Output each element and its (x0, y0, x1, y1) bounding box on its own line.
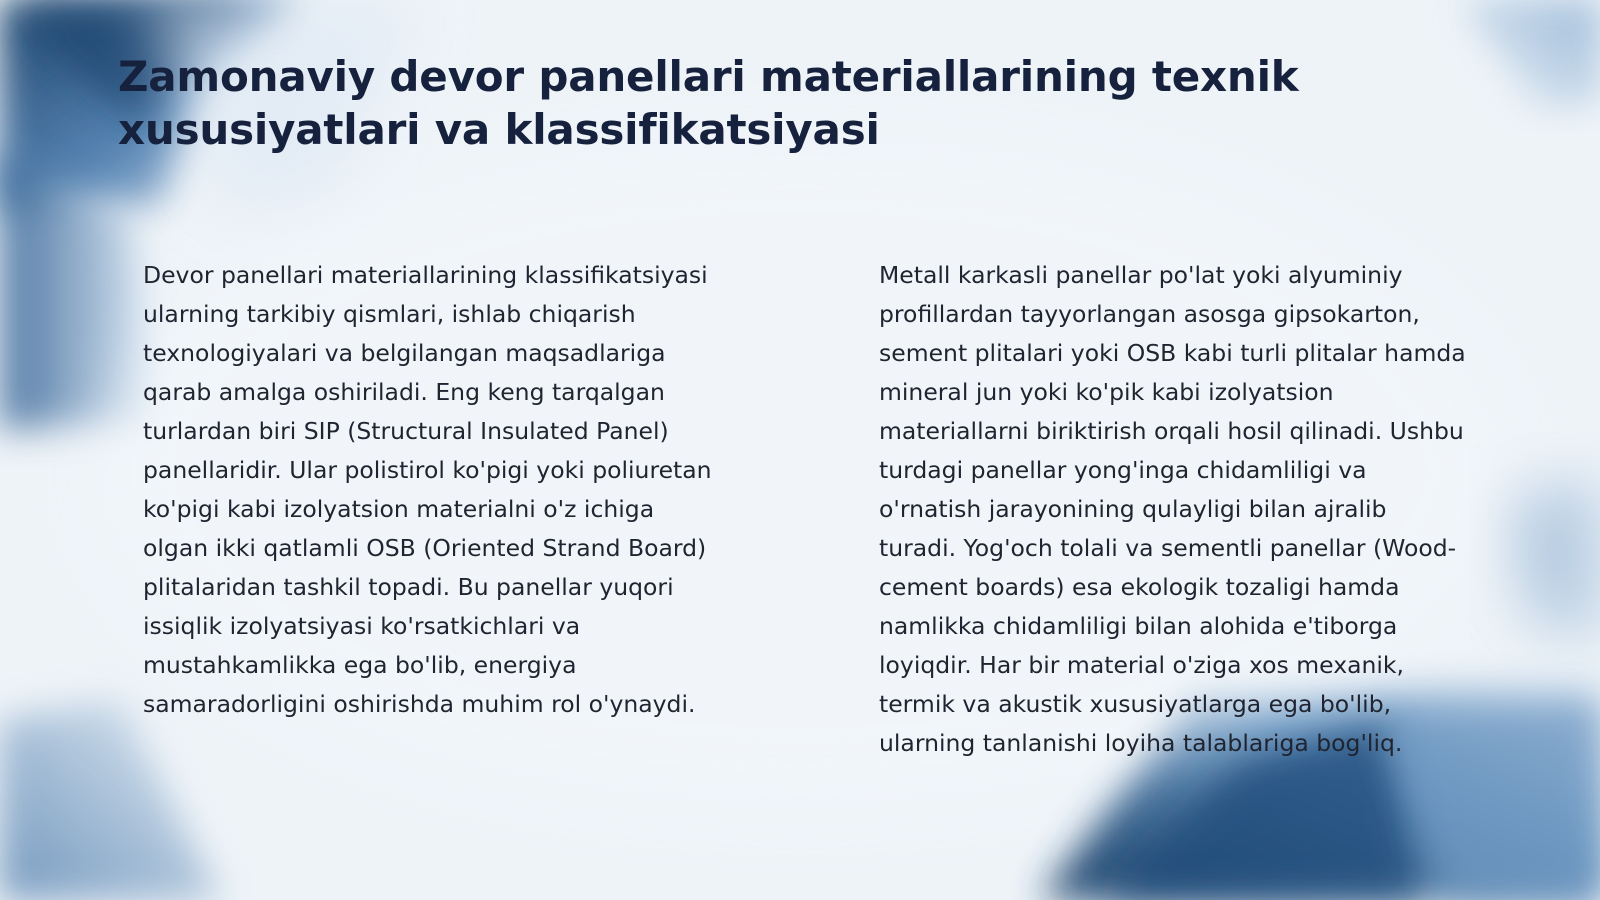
slide-title: Zamonaviy devor panellari materiallarining texnik xususiyatlari va klassifikatsiyasi (118, 52, 1299, 154)
left-text-column: Devor panellari materiallarining klassifikatsiyasi ularning tarkibiy qismlari, ishlab chiqarish texnologiyalari va belgilangan maqsadlariga qarab amalga oshiriladi. Eng keng tarqalgan turlardan biri SIP (Structural Insulated Panel) panellaridir. Ular polistirol ko'pigi yoki poliuretan ko'pigi kabi izolyatsion materialni o'z ichiga olgan ikki qatlamli OSB (Oriented Strand Board) plitalaridan tashkil topadi. Bu panellar yuqori issiqlik izolyatsiyasi ko'rsatkichlari va mustahkamlikka ega bo'lib, energiya samaradorligini oshirishda muhim rol o'ynaydi. (143, 261, 712, 718)
right-text-column: Metall karkasli panellar po'lat yoki alyuminiy profillardan tayyorlangan asosga gipsokarton, sement plitalari yoki OSB kabi turli plitalar hamda mineral jun yoki ko'pik kabi izolyatsion materiallarni biriktirish orqali hosil qilinadi. Ushbu turdagi panellar yong'inga chidamliligi va o'rnatish jarayonining qulayligi bilan ajralib turadi. Yog'och tolali va sementli panellar (Wood-cement boards) esa ekologik tozaligi hamda namlikka chidamliligi bilan alohida e'tiborga loyiqdir. Har bir material o'ziga xos mexanik, termik va akustik xususiyatlarga ega bo'lib, ularning tanlanishi loyiha talablariga bog'liq. (879, 261, 1466, 757)
